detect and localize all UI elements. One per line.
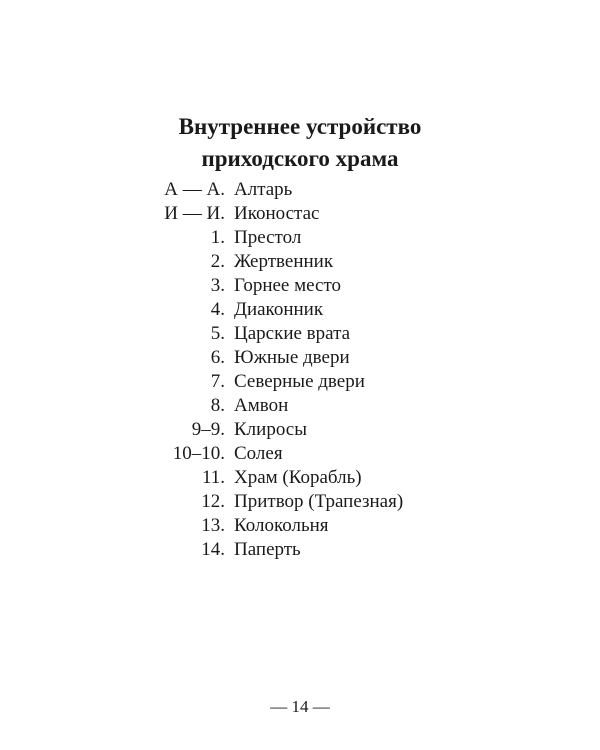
legend-item: [130, 538, 470, 562]
legend-key: 13.: [201, 515, 225, 536]
legend-item: [130, 346, 470, 370]
legend-key: 3.: [210, 275, 225, 296]
legend-label: Горнее место: [234, 275, 342, 296]
legend-item: [130, 322, 470, 346]
title-line-1: Внутреннее устройство: [178, 114, 422, 140]
legend-key: 9–9.: [191, 419, 225, 440]
legend-item: [130, 274, 470, 298]
legend-label: Притвор (Трапезная): [234, 491, 404, 512]
legend-list: [130, 178, 470, 562]
legend-item: [130, 298, 470, 322]
legend-key: 7.: [210, 371, 225, 392]
legend-item: [130, 490, 470, 514]
legend-item: [130, 418, 470, 442]
legend-key: 8.: [210, 395, 225, 416]
legend-key: 12.: [201, 491, 225, 512]
legend-label: Царские врата: [234, 323, 351, 344]
title-line-2: приходского храма: [201, 146, 399, 172]
legend-item: [130, 226, 470, 250]
legend-key: И — И.: [164, 203, 225, 224]
legend-label: Диаконник: [234, 299, 324, 320]
page-title: [0, 111, 600, 175]
legend-item: [130, 514, 470, 538]
legend-key: 2.: [210, 251, 225, 272]
page-number: — 14 —: [270, 697, 330, 716]
legend-label: Северные двери: [234, 371, 365, 392]
legend-label: Клиросы: [234, 419, 307, 440]
legend-key: А — А.: [164, 179, 225, 200]
legend-key: 14.: [201, 539, 225, 560]
legend-label: Южные двери: [234, 347, 350, 368]
legend-label: Амвон: [234, 395, 289, 416]
legend-key: 4.: [210, 299, 225, 320]
legend-item: [130, 178, 470, 202]
legend-label: Алтарь: [234, 179, 293, 200]
legend-label: Колокольня: [234, 515, 329, 536]
legend-item: [130, 442, 470, 466]
legend-label: Жертвенник: [234, 251, 334, 272]
legend-label: Солея: [234, 443, 283, 464]
legend-key: 1.: [210, 227, 225, 248]
legend-label: Иконостас: [234, 203, 320, 224]
legend-label: Паперть: [234, 539, 301, 560]
legend-key: 10–10.: [172, 443, 225, 464]
legend-item: [130, 394, 470, 418]
legend-item: [130, 202, 470, 226]
legend-item: [130, 370, 470, 394]
legend-item: [130, 250, 470, 274]
legend-key: 6.: [210, 347, 225, 368]
legend-key: 5.: [210, 323, 225, 344]
legend-item: [130, 466, 470, 490]
legend-label: Престол: [234, 227, 302, 248]
legend-key: 11.: [201, 467, 225, 488]
legend-label: Храм (Корабль): [234, 467, 362, 488]
